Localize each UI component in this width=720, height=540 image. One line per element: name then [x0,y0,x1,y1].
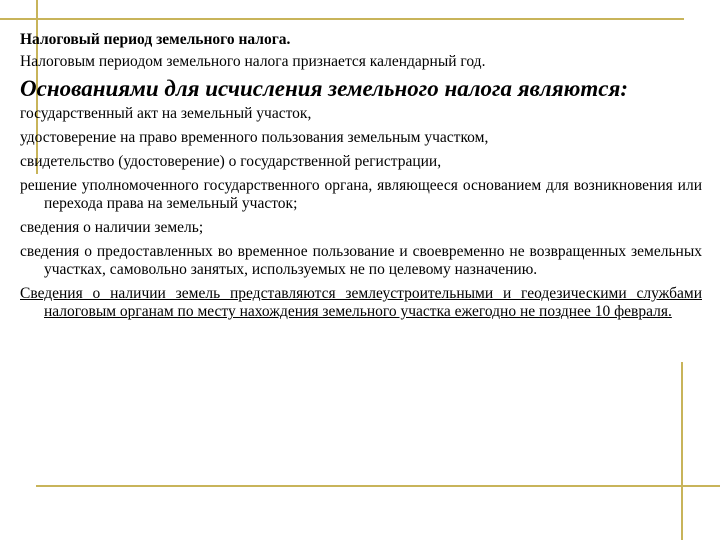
basis-heading [20,77,702,100]
list-item-text: удостоверение на право временного пользования земельным участком, [20,129,489,146]
list-item [20,174,702,216]
basis-heading-text: Основаниями для исчисления земельного налога являются: [20,76,628,101]
list-item [20,282,702,324]
list-item [20,150,702,174]
list-item-text: решение уполномоченного государственного органа, являющееся основанием для возникновения или перехода права на земельный участок; [20,177,702,212]
list-item-text: государственный акт на земельный участок, [20,105,312,122]
list-item [20,126,702,150]
list-item-text: сведения о наличии земель; [20,219,204,236]
list-item [20,240,702,282]
decorative-rule-right [681,362,683,540]
list-item-text: сведения о предоставленных во временное пользование и своевременно не возвращенных земельных участках, самовольно занятых, используемых не по целевому назначению. [20,243,702,278]
bases-list [20,102,702,324]
decorative-rule-top [0,18,684,20]
list-item-text: Сведения о наличии земель представляются землеустроительными и геодезическими службами налоговым органам по месту нахождения земельного участка ежегодно не позднее 10 февраля. [20,285,702,320]
list-item [20,216,702,240]
list-item [20,102,702,126]
slide-content [20,30,702,324]
decorative-rule-bottom [36,485,720,487]
tax-period-text: Налоговым периодом земельного налога признается календарный год. [20,53,486,70]
page-title: Налоговый период земельного налога. [20,31,291,48]
list-item-text: свидетельство (удостоверение) о государственной регистрации, [20,153,442,170]
